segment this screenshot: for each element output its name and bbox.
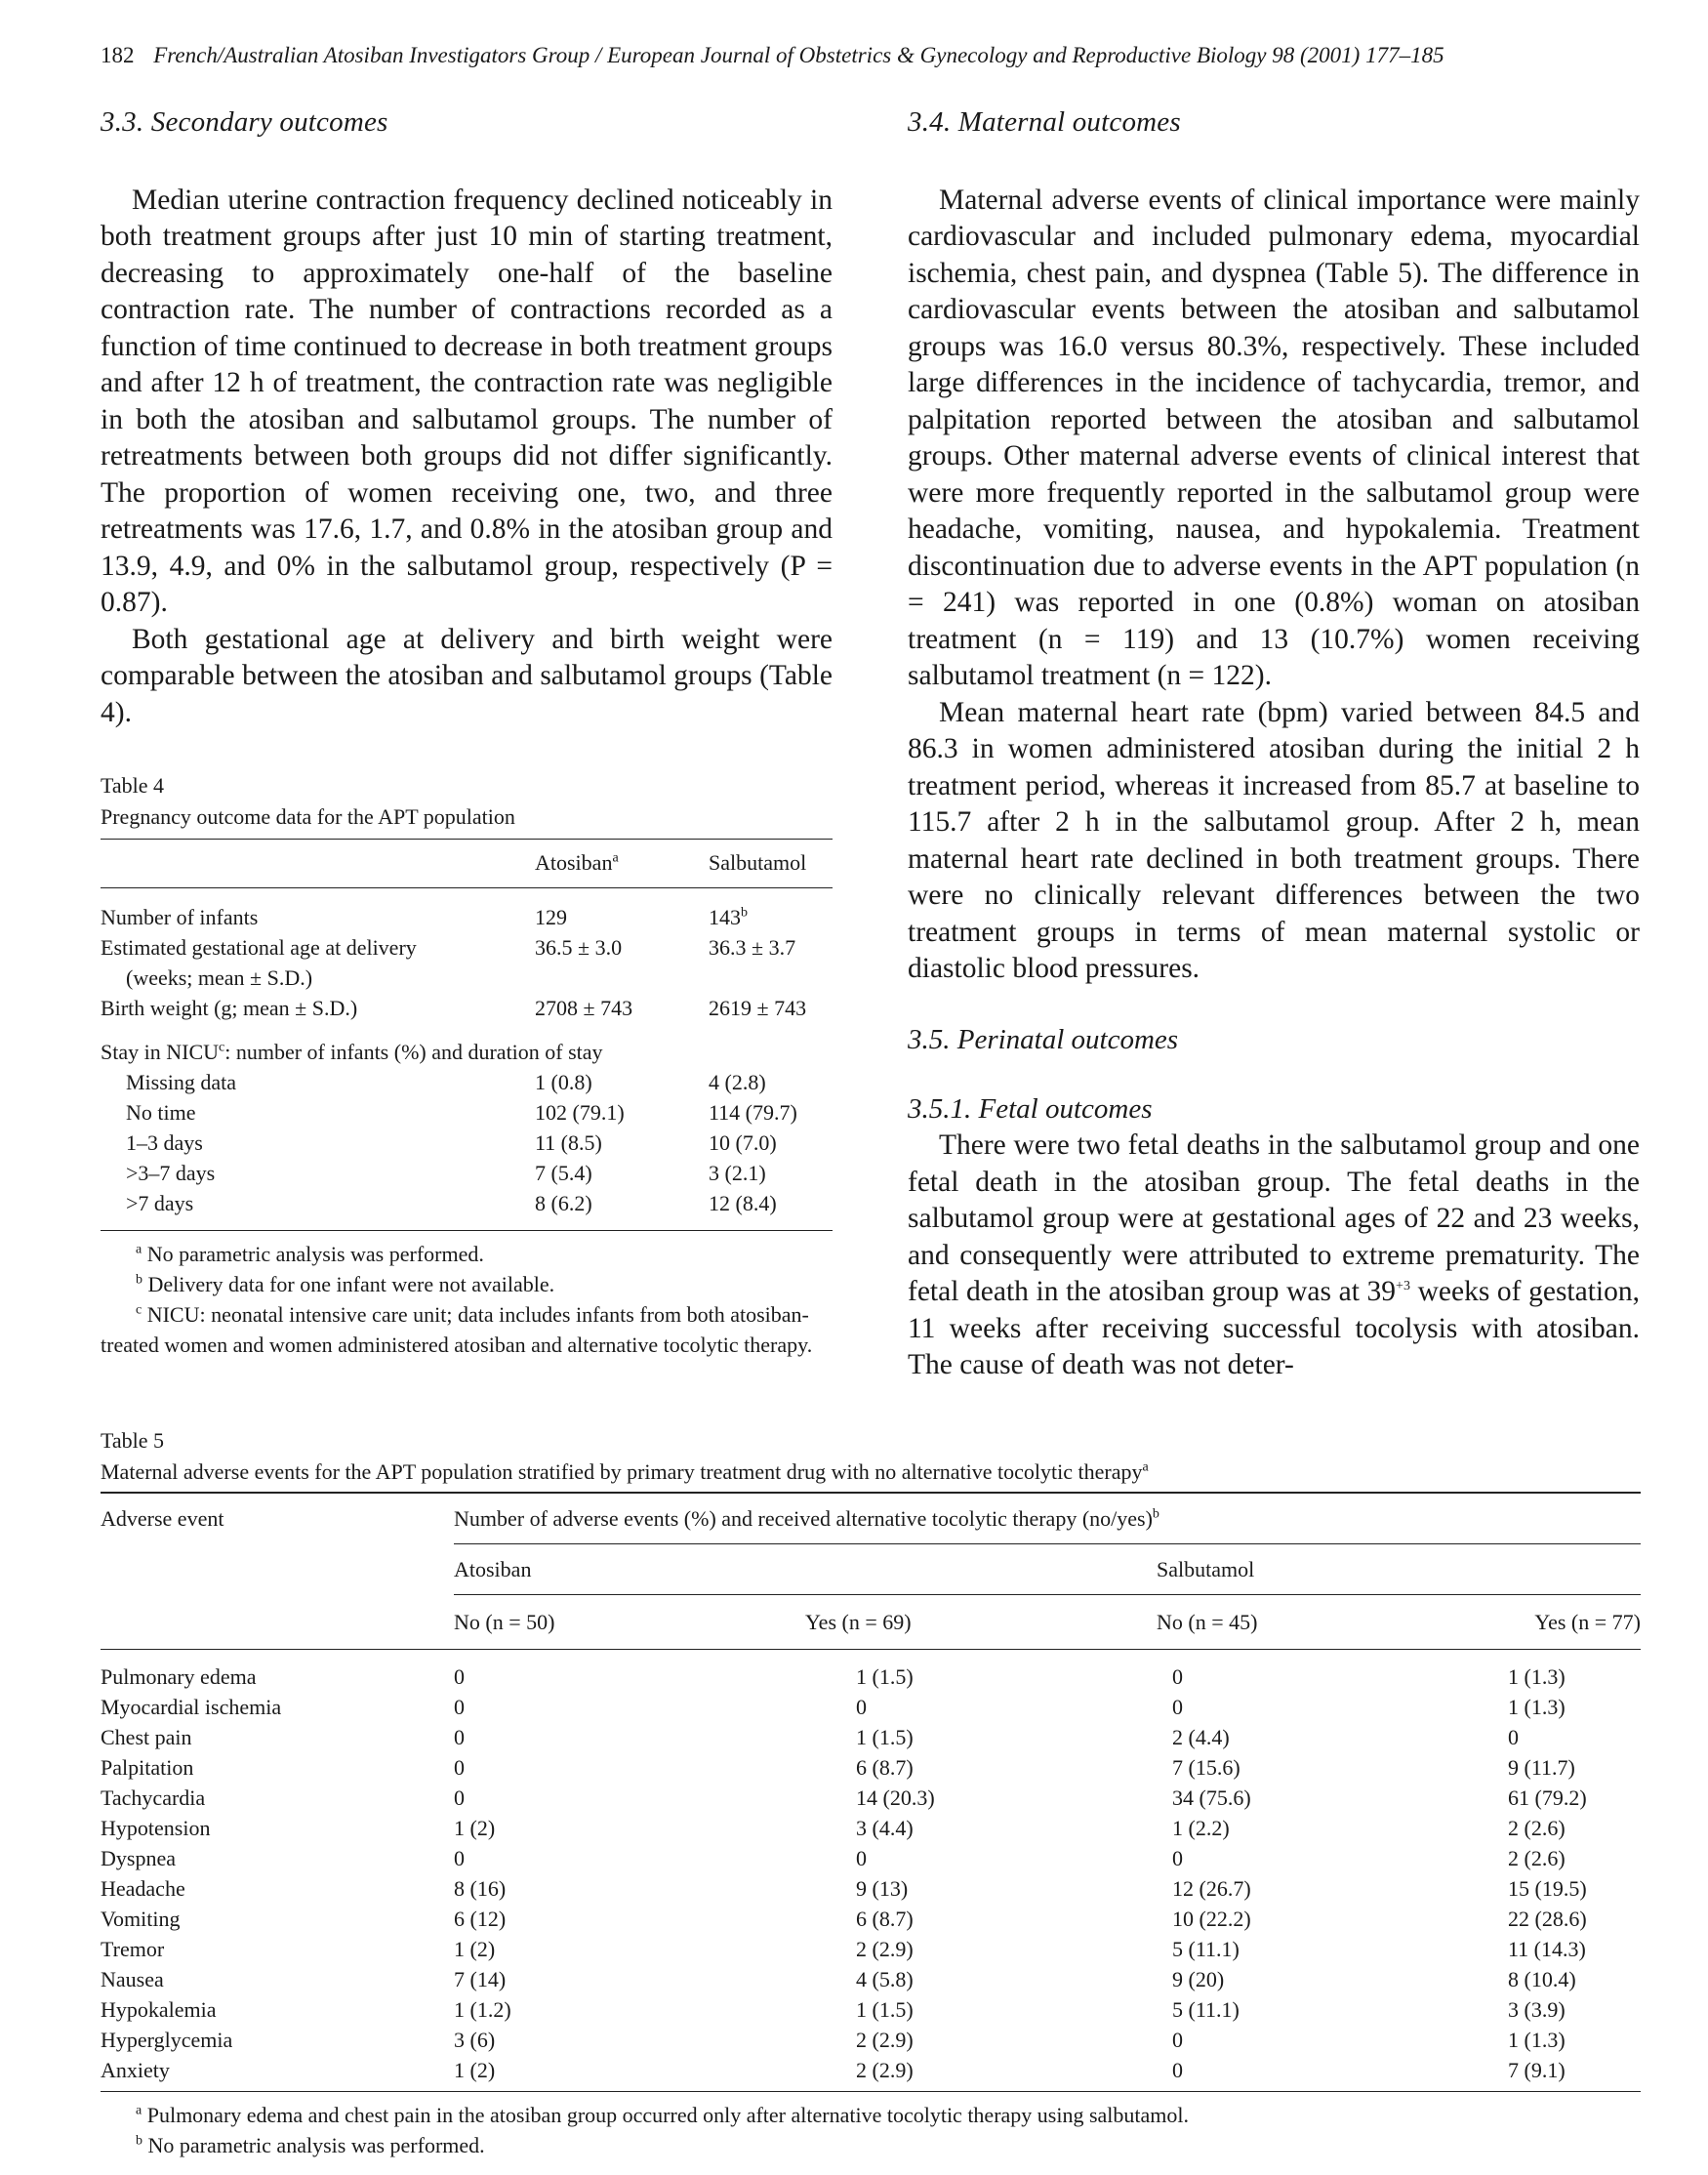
cell-salbutamol-no: 2 (4.4) <box>1172 1725 1230 1749</box>
row-label: Hyperglycemia <box>101 2028 233 2052</box>
cell-atosiban-yes: 0 <box>856 1695 867 1719</box>
cell-salbutamol-yes: 2 (2.6) <box>1508 1816 1566 1840</box>
table-caption: Pregnancy outcome data for the APT population <box>101 804 515 830</box>
table-caption: Maternal adverse events for the APT population stratified by primary treatment drug with no alternative tocolytic therapy$^a$ <box>101 1459 1149 1484</box>
cell-atosiban-yes: 1 (1.5) <box>856 1997 914 2022</box>
cell-atosiban-no: 1 (2) <box>454 1937 496 1961</box>
section-heading-maternal-outcomes: 3.4. Maternal outcomes <box>908 106 1181 138</box>
table-header-span: Number of adverse events (%) and received alternative tocolytic therapy $(no/yes)^b$ <box>454 1493 1641 1544</box>
cell-salbutamol: 36.3 ± 3.7 <box>709 935 796 961</box>
table-row <box>101 2025 1641 2055</box>
table-row <box>101 1188 833 1231</box>
row-label: >3–7 days <box>126 1161 216 1186</box>
cell-atosiban-yes: 4 (5.8) <box>856 1967 914 1991</box>
footnote: $^b$ No parametric analysis was performed. <box>136 2133 485 2157</box>
cell-salbutamol-no: 0 <box>1172 2028 1183 2052</box>
cell-salbutamol-no: 5 (11.1) <box>1172 1937 1240 1961</box>
row-label: Vomiting <box>101 1907 181 1931</box>
table-row <box>101 1097 833 1128</box>
row-label: Hypokalemia <box>101 1997 217 2022</box>
table-row <box>101 963 833 993</box>
table-row <box>101 932 833 963</box>
row-label: Anxiety <box>101 2055 454 2092</box>
footnote: $^a$ Pulmonary edema and chest pain in the atosiban group occurred only after alternative tocolytic therapy using salbutamol. <box>136 2103 1189 2127</box>
subheader-salbutamol-yes: Yes (n = 77) <box>1508 1595 1641 1650</box>
table-header-atosiban: Atosiban$^a$ <box>535 840 709 888</box>
cell-atosiban-no: 0 <box>454 1695 465 1719</box>
table-row <box>101 1783 1641 1813</box>
cell-atosiban-no: 0 <box>454 1755 465 1780</box>
running-head <box>101 43 1643 68</box>
cell-atosiban-no: 1 (2) <box>454 1816 496 1840</box>
row-label: Missing data <box>126 1070 237 1095</box>
cell-atosiban-no: 6 (12) <box>454 1907 507 1931</box>
cell-atosiban-no: 0 <box>454 1785 465 1810</box>
cell-salbutamol-no: 12 (26.7) <box>1172 1876 1251 1901</box>
cell-salbutamol-no: 7 (15.6) <box>1172 1755 1240 1780</box>
cell-salbutamol-yes: 22 (28.6) <box>1508 1907 1587 1931</box>
row-label: Hypotension <box>101 1816 211 1840</box>
row-label: Dyspnea <box>101 1846 176 1870</box>
group-header-salbutamol: Salbutamol <box>1157 1544 1641 1595</box>
page-number: 182 <box>101 43 135 67</box>
cell-salbutamol-yes: 11 (14.3) <box>1508 1937 1586 1961</box>
row-label: Birth weight (g; mean ± S.D.) <box>101 996 358 1021</box>
table-row <box>101 1128 833 1158</box>
cell-salbutamol-yes: 1 (1.3) <box>1508 1664 1566 1689</box>
cell-atosiban-yes: 0 <box>856 1846 867 1870</box>
cell-atosiban-no: 1 (1.2) <box>454 1997 511 2022</box>
section-heading-perinatal-outcomes: 3.5. Perinatal outcomes <box>908 1023 1179 1055</box>
cell-salbutamol-yes: 9 (11.7) <box>1508 1755 1575 1780</box>
cell-salbutamol-yes: 61 (79.2) <box>1508 1785 1587 1810</box>
subheader-atosiban-no: No (n = 50) <box>454 1595 805 1650</box>
table-row <box>101 1813 1641 1843</box>
row-label: Pulmonary edema <box>101 1664 257 1689</box>
cell-atosiban: 7 (5.4) <box>535 1161 592 1186</box>
row-label: Tremor <box>101 1937 165 1961</box>
cell-atosiban-no: 8 (16) <box>454 1876 507 1901</box>
cell-salbutamol-no: 0 <box>1172 1846 1183 1870</box>
cell-atosiban-yes: 2 (2.9) <box>856 2028 914 2052</box>
paragraph: There were two fetal deaths in the salbutamol group and one fetal death in the atosiban group. The fetal deaths in the salbutamol group were at gestational ages of 22 and 23 weeks, and consequently were attributed to extreme prematurity. The fetal death in the atosiban group was at $39^{+3}$ weeks of gestation, 11 weeks after receiving successful tocolysis with atosiban. The cause of death was not deter- <box>908 1129 1640 1381</box>
paragraph: Median uterine contraction frequency declined noticeably in both treatment groups after just 10 min of starting treatment, decreasing to approximately one-half of the baseline contraction rate. The number of contractions recorded as a function of time continued to decrease in both treatment groups and after 12 h of treatment, the contraction rate was negligible in both the atosiban and salbutamol groups. The number of retreatments between both groups did not differ significantly. The proportion of women receiving one, two, and three retreatments was 17.6, 1.7, and 0.8% in the atosiban group and 13.9, 4.9, and 0% in the salbutamol group, respectively (P = 0.87). <box>101 184 833 619</box>
subheader-salbutamol-no: No (n = 45) <box>1157 1595 1508 1650</box>
cell-salbutamol-yes: 3 (3.9) <box>1508 1997 1566 2022</box>
subsection-heading-fetal-outcomes: 3.5.1. Fetal outcomes <box>908 1092 1153 1125</box>
cell-salbutamol: 10 (7.0) <box>709 1130 777 1156</box>
table-row <box>101 1067 833 1097</box>
paragraph: Both gestational age at delivery and birth weight were comparable between the atosiban and salbutamol groups (Table 4). <box>101 623 833 728</box>
subheader-atosiban-yes: Yes (n = 69) <box>805 1595 1157 1650</box>
table-label: Table 4 <box>101 773 165 799</box>
table-row <box>101 1752 1641 1783</box>
cell-atosiban: 8 (6.2) <box>535 1188 709 1231</box>
cell-atosiban-no: 0 <box>454 1846 465 1870</box>
section-heading-secondary-outcomes: 3.3. Secondary outcomes <box>101 106 388 138</box>
table-4 <box>101 770 833 1360</box>
cell-atosiban-no: 0 <box>454 1725 465 1749</box>
table-row <box>101 1994 1641 2025</box>
cell-atosiban-yes: 1 (1.5) <box>856 1725 914 1749</box>
table-row <box>101 2055 1641 2092</box>
left-column <box>101 105 833 1360</box>
cell-salbutamol-yes: 8 (10.4) <box>1508 1967 1576 1991</box>
table-row <box>101 1650 1641 1693</box>
cell-atosiban-yes: 9 (13) <box>856 1876 909 1901</box>
row-label: Number of infants <box>101 905 259 930</box>
cell-atosiban <box>535 963 709 993</box>
cell-atosiban-yes: 2 (2.9) <box>805 2055 1157 2092</box>
row-label: Headache <box>101 1876 185 1901</box>
cell-salbutamol-no: 34 (75.6) <box>1172 1785 1251 1810</box>
cell-salbutamol-no: 10 (22.2) <box>1172 1907 1251 1931</box>
row-label: 1–3 days <box>126 1130 203 1156</box>
cell-atosiban: 11 (8.5) <box>535 1130 602 1156</box>
cell-atosiban-yes: 2 (2.9) <box>856 1937 914 1961</box>
cell-salbutamol-yes: 0 <box>1508 1725 1519 1749</box>
table-label: Table 5 <box>101 1428 165 1453</box>
cell-atosiban: 129 <box>535 905 567 930</box>
table-4-footnotes <box>101 1239 833 1360</box>
cell-salbutamol: 4 (2.8) <box>709 1070 766 1095</box>
cell-salbutamol-no: 9 (20) <box>1172 1967 1225 1991</box>
cell-atosiban-yes: 14 (20.3) <box>856 1785 935 1810</box>
cell-atosiban-no: 7 (14) <box>454 1967 507 1991</box>
table-5-footnotes <box>101 2100 1641 2160</box>
cell-atosiban-no: 0 <box>454 1664 465 1689</box>
row-label: (weeks; mean ± S.D.) <box>126 965 313 991</box>
cell-atosiban-yes: 3 (4.4) <box>856 1816 914 1840</box>
cell-salbutamol-yes: 2 (2.6) <box>1508 1846 1566 1870</box>
footnote: $^b$ Delivery data for one infant were not available. <box>136 1272 555 1297</box>
cell-atosiban: 2708 ± 743 <box>535 996 633 1021</box>
table-header-salbutamol: Salbutamol <box>709 840 833 888</box>
table-row-nicu-heading <box>101 1023 833 1067</box>
table-row <box>101 993 833 1023</box>
paragraph: Maternal adverse events of clinical importance were mainly cardiovascular and included pulmonary edema, myocardial ischemia, chest pain, and dyspnea (Table 5). The difference in cardiovascular events between the atosiban and salbutamol groups was 16.0 versus 80.3%, respectively. These included large differences in the incidence of tachycardia, tremor, and palpitation reported between the atosiban and salbutamol groups. Other maternal adverse events of clinical interest that were more frequently reported in the salbutamol group were headache, vomiting, nausea, and hypokalemia. Treatment discontinuation due to adverse events in the APT population (n = 241) was reported in one (0.8%) woman on atosiban treatment (n = 119) and 13 (10.7%) women receiving salbutamol treatment (n = 122). <box>908 184 1640 692</box>
cell-salbutamol-no: 0 <box>1172 1695 1183 1719</box>
row-label: Tachycardia <box>101 1785 206 1810</box>
table-row <box>101 1873 1641 1904</box>
cell-salbutamol <box>709 963 833 993</box>
cell-salbutamol-no: 0 <box>1172 1664 1183 1689</box>
row-label: >7 days <box>101 1188 535 1231</box>
cell-atosiban-yes: 1 (1.5) <box>856 1664 914 1689</box>
cell-salbutamol-no: 5 (11.1) <box>1172 1997 1240 2022</box>
footnote: $^a$ No parametric analysis was performed. <box>136 1242 484 1267</box>
cell-salbutamol-no: 0 <box>1157 2055 1508 2092</box>
cell-salbutamol-no: 1 (2.2) <box>1172 1816 1230 1840</box>
cell-salbutamol-yes: 7 (9.1) <box>1508 2055 1641 2092</box>
table-5-grid <box>101 1492 1641 2092</box>
cell-atosiban-no: 3 (6) <box>454 2028 496 2052</box>
row-label: No time <box>126 1100 196 1126</box>
cell-atosiban: 1 (0.8) <box>535 1070 592 1095</box>
row-label: Palpitation <box>101 1755 194 1780</box>
group-header-atosiban: Atosiban <box>454 1544 1157 1595</box>
cell-atosiban-yes: 6 (8.7) <box>856 1755 914 1780</box>
row-label: Myocardial ischemia <box>101 1695 282 1719</box>
cell-salbutamol: 2619 ± 743 <box>709 996 807 1021</box>
row-label: Chest pain <box>101 1725 192 1749</box>
table-4-grid <box>101 839 833 1231</box>
cell-salbutamol-yes: 1 (1.3) <box>1508 1695 1566 1719</box>
table-header-adverse-event: Adverse event <box>101 1493 454 1544</box>
table-row <box>101 1158 833 1188</box>
table-row <box>101 1722 1641 1752</box>
cell-atosiban-yes: 6 (8.7) <box>856 1907 914 1931</box>
row-label: Estimated gestational age at delivery <box>101 935 417 961</box>
cell-salbutamol-yes: 1 (1.3) <box>1508 2028 1566 2052</box>
cell-salbutamol: 12 (8.4) <box>709 1188 833 1231</box>
cell-salbutamol-yes: 15 (19.5) <box>1508 1876 1587 1901</box>
cell-salbutamol: 3 (2.1) <box>709 1161 766 1186</box>
table-header-blank <box>101 840 535 888</box>
footnote: $^c$ NICU: neonatal intensive care unit; data includes infants from both atosiban-treated women and women administered atosiban and alternative tocolytic therapy. <box>101 1302 813 1358</box>
cell-salbutamol: 114 (79.7) <box>709 1100 797 1126</box>
table-row <box>101 1843 1641 1873</box>
cell-atosiban: 102 (79.1) <box>535 1100 625 1126</box>
row-label: Nausea <box>101 1967 164 1991</box>
table-row <box>101 1692 1641 1722</box>
cell-salbutamol: 143$^b$ <box>709 905 748 930</box>
table-row <box>101 1904 1641 1934</box>
table-5 <box>101 1425 1641 2160</box>
table-row <box>101 1934 1641 1964</box>
table-row <box>101 1964 1641 1994</box>
cell-atosiban-no: 1 (2) <box>454 2055 805 2092</box>
right-column <box>908 105 1640 1384</box>
journal-citation: French/Australian Atosiban Investigators Group / European Journal of Obstetrics & Gynecology and Reproductive Biology 98 (2001) 177–185 <box>153 43 1444 67</box>
paragraph: Mean maternal heart rate (bpm) varied between 84.5 and 86.3 in women administered atosiban during the initial 2 h treatment period, whereas it increased from 85.7 at baseline to 115.7 after 2 h in the salbutamol group. After 2 h, mean maternal heart rate declined in both treatment groups. There were no clinically relevant differences between the two treatment groups in terms of mean maternal systolic or diastolic blood pressures. <box>908 696 1640 985</box>
cell-atosiban: 36.5 ± 3.0 <box>535 935 623 961</box>
nicu-heading: Stay in NICU$^c$: number of infants (%) and duration of stay <box>101 1040 603 1065</box>
table-row <box>101 888 833 933</box>
